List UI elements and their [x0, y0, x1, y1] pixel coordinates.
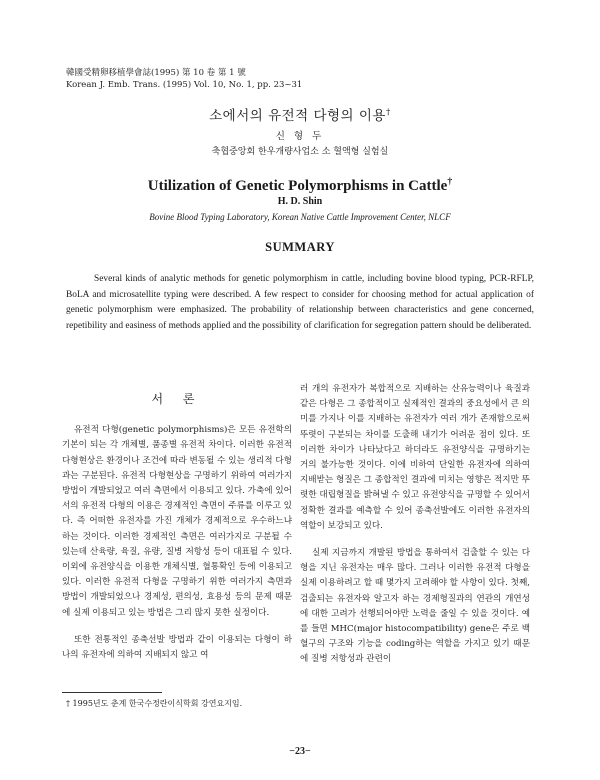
journal-citation-english: Korean J. Emb. Trans. (1995) Vol. 10, No. 1, pp. 23~31 [66, 80, 303, 90]
english-affiliation: Bovine Blood Typing Laboratory, Korean Native Cattle Improvement Center, NLCF [149, 212, 451, 222]
body-left-column [62, 382, 292, 675]
summary-text: Several kinds of analytic methods for genetic polymorphism in cattle, including bovine blood typing, PCR-RFLP, BoLA and microsatellite typing were described. A few respect to consider for choosing method for actual application of genetic polymorphism were emphasized. The probability of relationship between characteristics and gene concerned, repetibility and easiness of methods applied and the possibility of clarification for segregation pattern should be deliberated. [66, 274, 534, 331]
english-title-text: Utilization of Genetic Polymorphisms in Cattle [147, 178, 448, 194]
body-paragraph: 유전적 다형(genetic polymorphisms)은 모든 유전학의 기본이 되는 각 개체별, 품종별 유전적 차이다. 이러한 유전적 다형현상은 환경이나 조건에 따라 변동될 수 있는 생리적 다형과는 구분된다. 유전적 다형현상을 구명하기 위하여 여러가지 방법이 개발되었고 여러 측면에서 이용되고 있다. 가축에 있어서의 유전적 다형의 이용은 경제적인 측면이 주류를 이루고 있다. 즉 어떠한 유전자를 가진 개체가 경제적으로 우수하느냐 하는 것이다. 이러한 경제적인 측면은 여러가지로 구분될 수 있는데 산육량, 육질, 유량, 질병 저항성 등이 대표될 수 있다. 이외에 유전양식을 이용한 개체식별, 혈통확인 등에 이용되고 있다. 이러한 유전적 다형을 구명하기 위한 여러가지 측면과 방법이 개발되었으나 경제성, 편의성, 효용성 등의 문제 때문에 실제 이용되고 있는 방법은 그리 많지 못한 실정이다. [62, 425, 292, 618]
english-author: H. D. Shin [277, 196, 323, 207]
section-heading-introduction: 서 론 [151, 392, 203, 406]
footnote-divider [62, 692, 162, 693]
korean-title [0, 104, 600, 124]
body-paragraph: 또한 전통적인 종축선발 방법과 같이 이용되는 다형이 하나의 유전자에 의하여 지배되지 않고 여 [62, 634, 292, 661]
body-paragraph: 러 개의 유전자가 복합적으로 지배하는 산유능력이나 육질과 같은 다형은 그 종합적이고 실제적인 결과의 중요성에서 큰 의미를 가지나 이를 지배하는 유전자가 여러 개가 존재함으로써 뚜렷이 구분되는 차이를 도출해 내기가 어려운 점이 있다. 또 이러한 차이가 나타났다고 하더라도 유전양식을 규명하기는 거의 불가능한 것이다. 이에 비하여 단일한 유전자에 의하여 지배받는 형질은 그 종합적인 결과에 미치는 영향은 적지만 뚜렷한 대립형질을 밝혀낼 수 있고 유전양식을 규명할 수 있어서 정확한 결과를 예측할 수 있어 종축선발에도 이러한 유전자의 역할이 보강되고 있다. [300, 384, 530, 531]
footnote: † 1995년도 춘계 한국수정란이식학회 강연요지임. [66, 699, 243, 708]
summary-heading: SUMMARY [265, 240, 335, 254]
journal-citation-korean: 韓國受精卵移植學會誌(1995) 第 10 卷 第 1 號 [66, 68, 246, 78]
english-title [0, 176, 600, 195]
page-number: −23− [289, 746, 311, 757]
body-paragraph: 실제 지금까지 개발된 방법을 통하여서 검출할 수 있는 다형을 지닌 유전자는 매우 많다. 그러나 이러한 유전적 다형을 실제 이용하려고 할 때 몇가지 고려해야 할 사항이 있다. 첫째, 검출되는 유전자와 알고자 하는 경제형질과의 연관의 개연성에 대한 고려가 선행되어야만 노력을 줄일 수 있을 것이다. 예를 들면 MHC(major histocompatibility) gene은 주로 백혈구의 구조와 기능을 coding하는 역할을 가지고 있기 때문에 질병 저항성과 관련이 [300, 548, 530, 665]
korean-title-dagger: † [385, 107, 391, 118]
body-right-column [300, 382, 530, 680]
korean-author: 신 형 두 [275, 131, 325, 142]
english-title-dagger: † [447, 176, 453, 187]
korean-affiliation: 축협중앙회 한우개량사업소 소 혈액형 실험실 [211, 147, 389, 157]
korean-title-text: 소에서의 유전적 다형의 이용 [209, 108, 386, 124]
